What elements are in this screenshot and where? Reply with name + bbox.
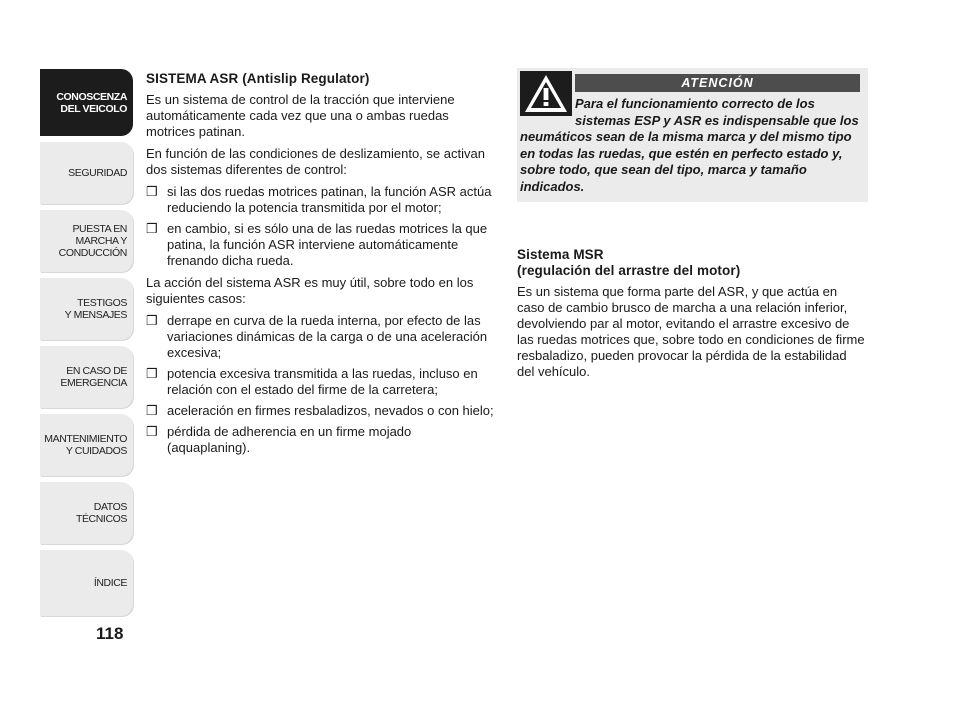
paragraph: Es un sistema que forma parte del ASR, y que actúa en caso de cambio brusco de marcha a una relación inferior, devolviendo par al motor, evitando el arrastre excesivo de las ruedas motrices que, sobre todo en condiciones de firme resbaladizo, pueden provocar la pérdida de la estabilidad del vehículo. <box>517 284 865 379</box>
tab-conoscenza-del-veicolo[interactable] <box>40 69 133 136</box>
tab-label: EN CASO DE EMERGENCIA <box>60 365 127 389</box>
bullet-list <box>146 313 494 456</box>
msr-section <box>517 247 867 386</box>
paragraph: En función de las condiciones de deslizamiento, se activan dos sistemas diferentes de control: <box>146 146 485 177</box>
warning-text: Para el funcionamiento correcto de los sistemas ESP y ASR es indispensable que los neumáticos sean de la misma marca y del mismo tipo en todas las ruedas, que estén en perfecto estado y, sobre todo, que sean del tipo, marca y tamaño indicados. <box>520 96 859 194</box>
tab-puesta-en-marcha[interactable] <box>40 210 133 272</box>
tab-indice[interactable] <box>40 550 133 616</box>
checkbox-bullet-icon: ❒ <box>146 221 158 236</box>
list-item <box>146 184 494 216</box>
list-item <box>146 313 494 361</box>
tab-label: CONOSCENZA DEL VEICOLO <box>56 90 127 115</box>
tab-en-caso-de-emergencia[interactable] <box>40 346 133 408</box>
tab-datos-tecnicos[interactable] <box>40 482 133 544</box>
list-item-text: si las dos ruedas motrices patinan, la función ASR actúa reduciendo la potencia transmitida por el motor; <box>167 184 492 215</box>
tab-mantenimiento[interactable] <box>40 414 133 476</box>
list-item <box>146 403 494 419</box>
page-number: 118 <box>96 624 124 643</box>
asr-section <box>146 71 494 462</box>
checkbox-bullet-icon: ❒ <box>146 403 158 418</box>
tab-label: DATOS TÉCNICOS <box>75 501 127 525</box>
bullet-list <box>146 184 494 269</box>
section-title-line: (regulación del arrastre del motor) <box>517 263 741 278</box>
paragraph: Es un sistema de control de la tracción que interviene automáticamente cada vez que una o ambas ruedas motrices patinan. <box>146 92 455 139</box>
checkbox-bullet-icon: ❒ <box>146 184 158 199</box>
list-item <box>146 424 494 456</box>
tab-testigos[interactable] <box>40 278 133 340</box>
list-item-text: aceleración en firmes resbaladizos, nevados o con hielo; <box>167 403 494 418</box>
list-item-text: pérdida de adherencia en un firme mojado (aquaplaning). <box>167 424 412 455</box>
warning-text-block <box>520 96 863 195</box>
warning-box <box>517 68 868 202</box>
list-item-text: en cambio, si es sólo una de las ruedas motrices la que patina, la función ASR interviene automáticamente frenando dicha rueda. <box>167 221 488 268</box>
section-title <box>517 247 867 279</box>
checkbox-bullet-icon: ❒ <box>146 313 158 328</box>
list-item-text: potencia excesiva transmitida a las ruedas, incluso en relación con el estado del firme de la carretera; <box>167 366 478 397</box>
list-item <box>146 366 494 398</box>
tab-label: ÍNDICE <box>93 577 127 589</box>
tab-seguridad[interactable] <box>40 142 133 204</box>
section-title-line: Sistema MSR <box>517 247 604 262</box>
list-item <box>146 221 494 269</box>
tab-label: MANTENIMIENTO Y CUIDADOS <box>44 433 127 457</box>
tab-label: PUESTA EN MARCHA Y CONDUCCIÓN <box>58 223 127 259</box>
paragraph: La acción del sistema ASR es muy útil, sobre todo en los siguientes casos: <box>146 275 474 306</box>
warning-header: ATENCIÓN <box>575 74 860 92</box>
list-item-text: derrape en curva de la rueda interna, por efecto de las variaciones dinámicas de la carga o de una aceleración excesiva; <box>167 313 488 360</box>
section-title: SISTEMA ASR (Antislip Regulator) <box>146 71 370 86</box>
checkbox-bullet-icon: ❒ <box>146 366 158 381</box>
tab-label: TESTIGOS Y MENSAJES <box>64 297 127 321</box>
checkbox-bullet-icon: ❒ <box>146 424 158 439</box>
tab-label: SEGURIDAD <box>68 167 127 179</box>
